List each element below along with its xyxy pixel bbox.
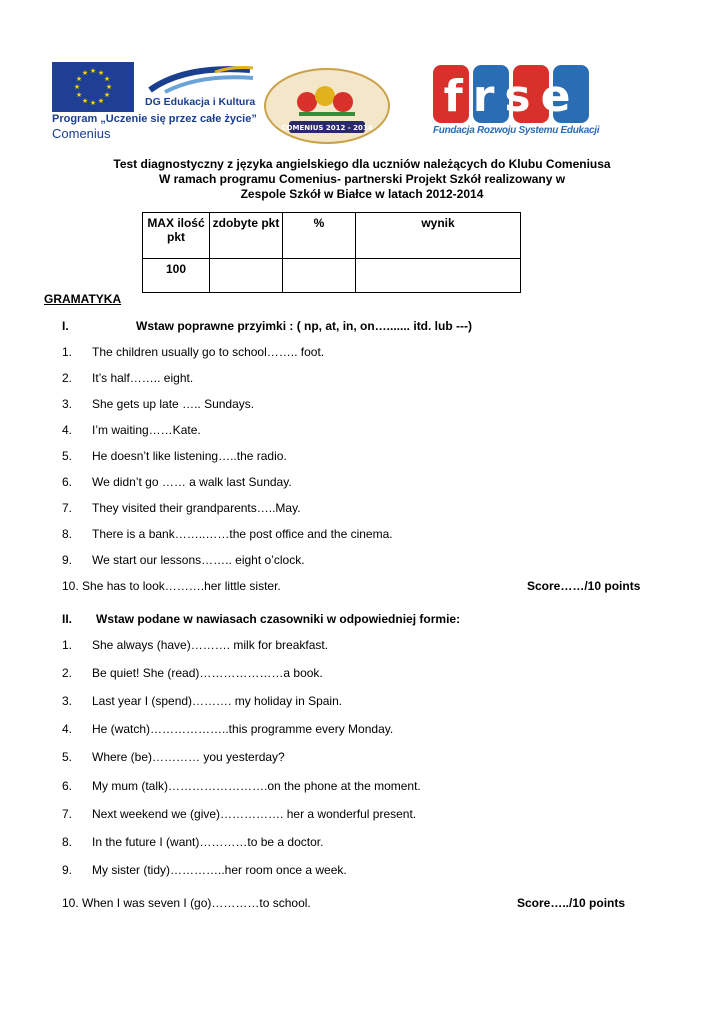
- section-2-score: Score…../10 points: [517, 896, 626, 910]
- list-item: 7. Next weekend we (give)……………. her a wonderful present.: [62, 807, 417, 821]
- value-max: 100: [143, 259, 210, 293]
- title-line-3: Zespole Szkół w Białce w latach 2012-2014: [240, 187, 484, 201]
- comenius-label: Comenius: [52, 126, 111, 141]
- dg-swoosh-logo: [145, 60, 257, 96]
- title-line-2: W ramach programu Comenius- partnerski Projekt Szkół realizowany w: [158, 172, 566, 186]
- list-item: 5. He doesn’t like listening…..the radio.: [62, 449, 287, 463]
- list-item: 4. He (watch)………………..this programme every Monday.: [62, 722, 394, 736]
- header-percent: %: [283, 213, 356, 259]
- list-item: 2. Be quiet! She (read)…………………a book.: [62, 666, 323, 680]
- list-item: 8. In the future I (want)…………to be a doctor.: [62, 835, 324, 849]
- svg-text:★: ★: [75, 75, 83, 83]
- list-item: 10. She has to look……….her little sister.: [62, 579, 281, 593]
- list-item: 3. She gets up late ….. Sundays.: [62, 397, 255, 411]
- svg-text:★: ★: [89, 67, 97, 75]
- score-table: [142, 212, 521, 293]
- list-item: 9. We start our lessons…….. eight o’clock.: [62, 553, 305, 567]
- svg-text:★: ★: [105, 83, 113, 91]
- list-item: 3. Last year I (spend)………. my holiday in Spain.: [62, 694, 343, 708]
- svg-text:★: ★: [103, 75, 111, 83]
- svg-text:★: ★: [89, 99, 97, 107]
- svg-text:★: ★: [75, 91, 83, 99]
- section-2-number: II.: [62, 612, 73, 626]
- grammar-heading: GRAMATYKA: [44, 292, 122, 306]
- svg-text:★: ★: [103, 91, 111, 99]
- list-item: 2. It’s half…….. eight.: [62, 371, 194, 385]
- section-1-instruction: Wstaw poprawne przyimki : ( np, at, in, on…....... itd. lub ---): [136, 319, 472, 333]
- header-result: wynik: [356, 213, 521, 259]
- list-item: 9. My sister (tidy)…………..her room once a week.: [62, 863, 347, 877]
- title-line-1: Test diagnostyczny z języka angielskiego dla uczniów należących do Klubu Comeniusa: [113, 157, 611, 171]
- header-points: zdobyte pkt: [210, 213, 283, 259]
- section-1-number: I.: [62, 319, 69, 333]
- value-result: [356, 259, 521, 293]
- list-item: 1. She always (have)………. milk for breakfast.: [62, 638, 329, 652]
- list-item: 8. There is a bank……..……the post office and the cinema.: [62, 527, 393, 541]
- eu-flag-logo: [52, 62, 134, 112]
- svg-text:★: ★: [97, 97, 105, 105]
- value-points: [210, 259, 283, 293]
- svg-text:★: ★: [73, 83, 81, 91]
- program-label: Program „Uczenie się przez całe życie”: [52, 113, 257, 125]
- header-max: MAX ilość pkt: [143, 213, 210, 259]
- comenius-club-badge: [263, 68, 391, 144]
- value-percent: [283, 259, 356, 293]
- section-2-instruction: Wstaw podane w nawiasach czasowniki w odpowiedniej formie:: [96, 612, 461, 626]
- frse-logo-text: frse: [443, 71, 581, 122]
- list-item: 4. I’m waiting……Kate.: [62, 423, 201, 437]
- list-item: 6. My mum (talk)…………………….on the phone at the moment.: [62, 779, 421, 793]
- list-item: 5. Where (be)………… you yesterday?: [62, 750, 285, 764]
- list-item: 10. When I was seven I (go)…………to school.: [62, 896, 311, 910]
- svg-text:★: ★: [81, 69, 89, 77]
- svg-text:★: ★: [81, 97, 89, 105]
- list-item: 1. The children usually go to school…….. foot.: [62, 345, 325, 359]
- frse-subtitle: Fundacja Rozwoju Systemu Edukacji: [433, 125, 600, 136]
- section-1-score: Score……/10 points: [527, 579, 641, 593]
- badge-label: COMENIUS 2012 - 2014: [281, 124, 373, 132]
- list-item: 6. We didn’t go …… a walk last Sunday.: [62, 475, 292, 489]
- svg-text:★: ★: [97, 69, 105, 77]
- list-item: 7. They visited their grandparents…..May.: [62, 501, 301, 515]
- dg-label: DG Edukacja i Kultura: [145, 96, 256, 108]
